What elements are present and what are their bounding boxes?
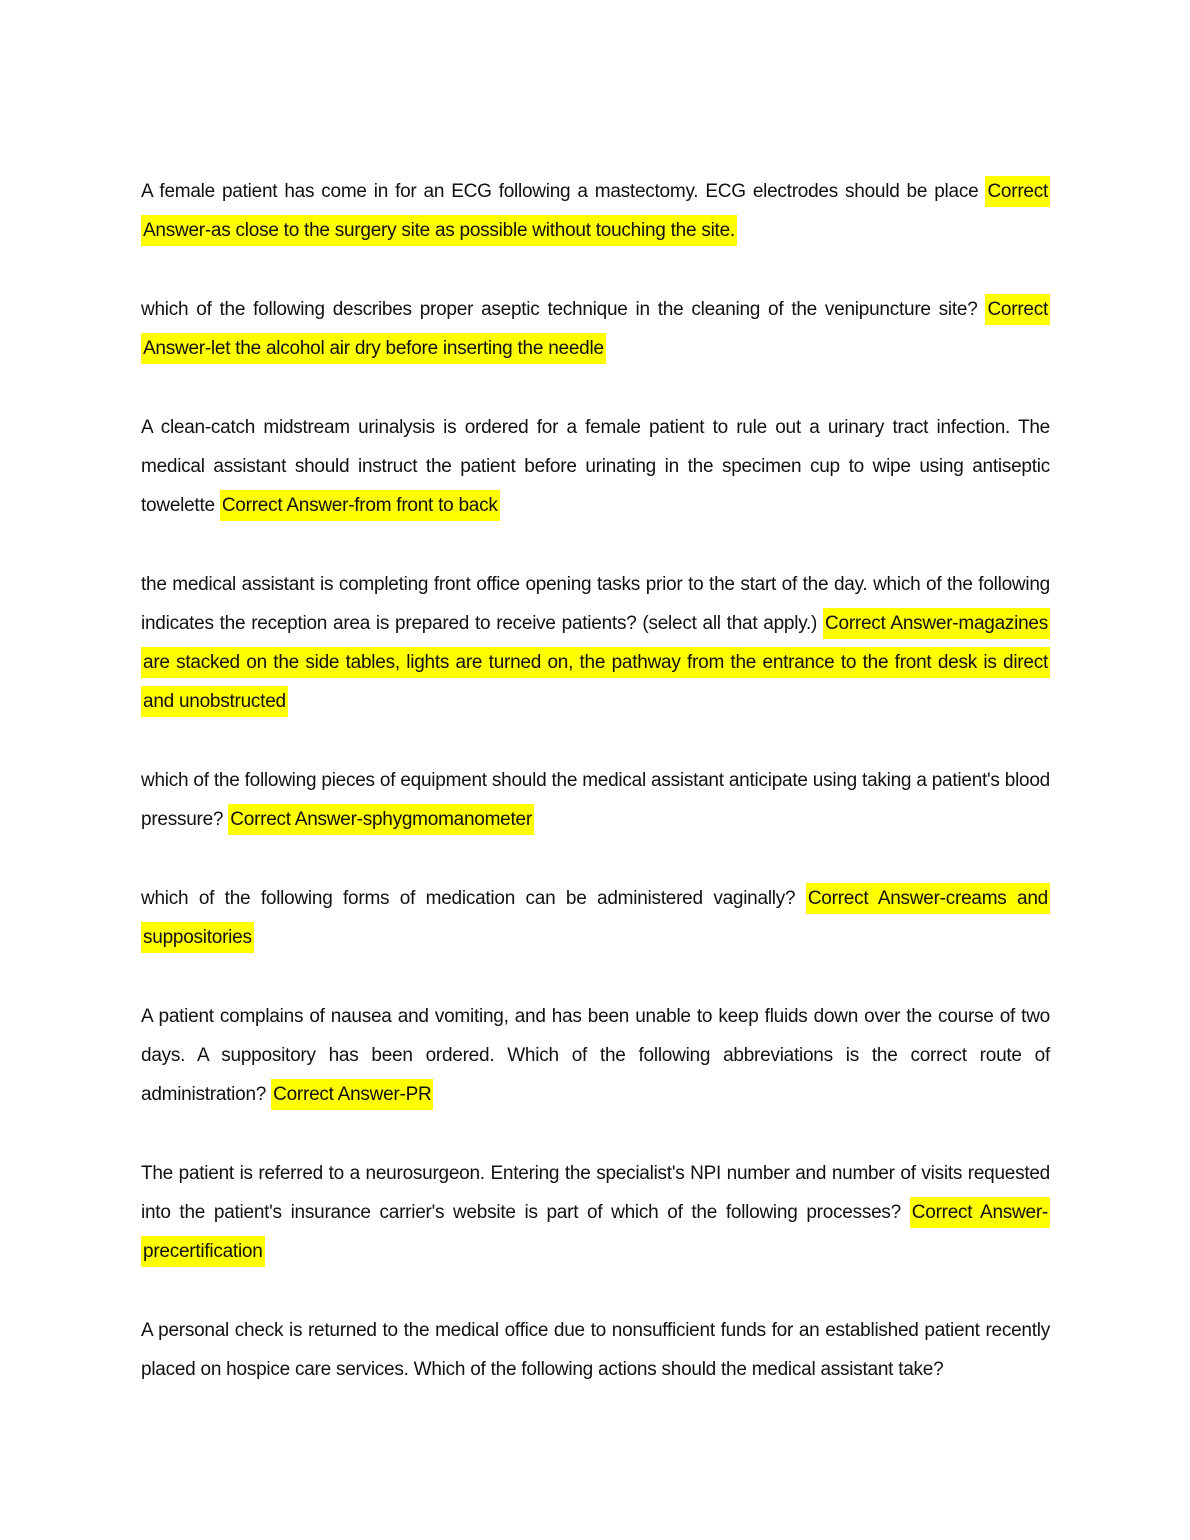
correct-answer-highlight: Correct Answer-as close to the surgery site as possible without touching the site. [141,176,1050,246]
qa-paragraph [141,290,1050,368]
correct-answer-highlight: Correct Answer-let the alcohol air dry before inserting the needle [141,294,1050,364]
qa-paragraph [141,1311,1050,1389]
question-text: which of the following pieces of equipment should the medical assistant anticipate using taking a patient's blood pressure? [141,770,1050,830]
qa-paragraph [141,408,1050,525]
correct-answer-highlight: Correct Answer-magazines are stacked on the side tables, lights are turned on, the pathway from the entrance to the front desk is direct and unobstructed [141,608,1050,717]
question-text: which of the following describes proper aseptic technique in the cleaning of the venipuncture site? [141,299,986,320]
qa-paragraph [141,997,1050,1114]
question-text: A personal check is returned to the medical office due to nonsufficient funds for an established patient recently placed on hospice care services. Which of the following actions should the medical assistant take? [141,1320,1050,1380]
qa-paragraph-list [141,172,1050,1389]
qa-paragraph [141,565,1050,721]
question-text: A clean-catch midstream urinalysis is ordered for a female patient to rule out a urinary tract infection. The medical assistant should instruct the patient before urinating in the specimen cup to wipe using antiseptic towelette [141,417,1050,516]
correct-answer-highlight: Correct Answer-PR [271,1079,433,1110]
question-text: A patient complains of nausea and vomiting, and has been unable to keep fluids down over the course of two days. A suppository has been ordered. Which of the following abbreviations is the correct route of administration? [141,1006,1050,1105]
qa-paragraph [141,172,1050,250]
qa-paragraph [141,879,1050,957]
question-text: the medical assistant is completing front office opening tasks prior to the start of the day. which of the following indicates the reception area is prepared to receive patients? (select all that apply.) [141,574,1050,634]
correct-answer-highlight: Correct Answer-from front to back [220,490,500,521]
question-text: The patient is referred to a neurosurgeon. Entering the specialist's NPI number and number of visits requested into the patient's insurance carrier's website is part of which of the following processes? [141,1163,1050,1223]
qa-paragraph [141,1154,1050,1271]
correct-answer-highlight: Correct Answer-precertification [141,1197,1050,1267]
question-text: which of the following forms of medication can be administered vaginally? [141,888,806,909]
question-text: A female patient has come in for an ECG following a mastectomy. ECG electrodes should be place [141,181,986,202]
correct-answer-highlight: Correct Answer-sphygmomanometer [228,804,534,835]
qa-paragraph [141,761,1050,839]
correct-answer-highlight: Correct Answer-creams and suppositories [141,883,1050,953]
